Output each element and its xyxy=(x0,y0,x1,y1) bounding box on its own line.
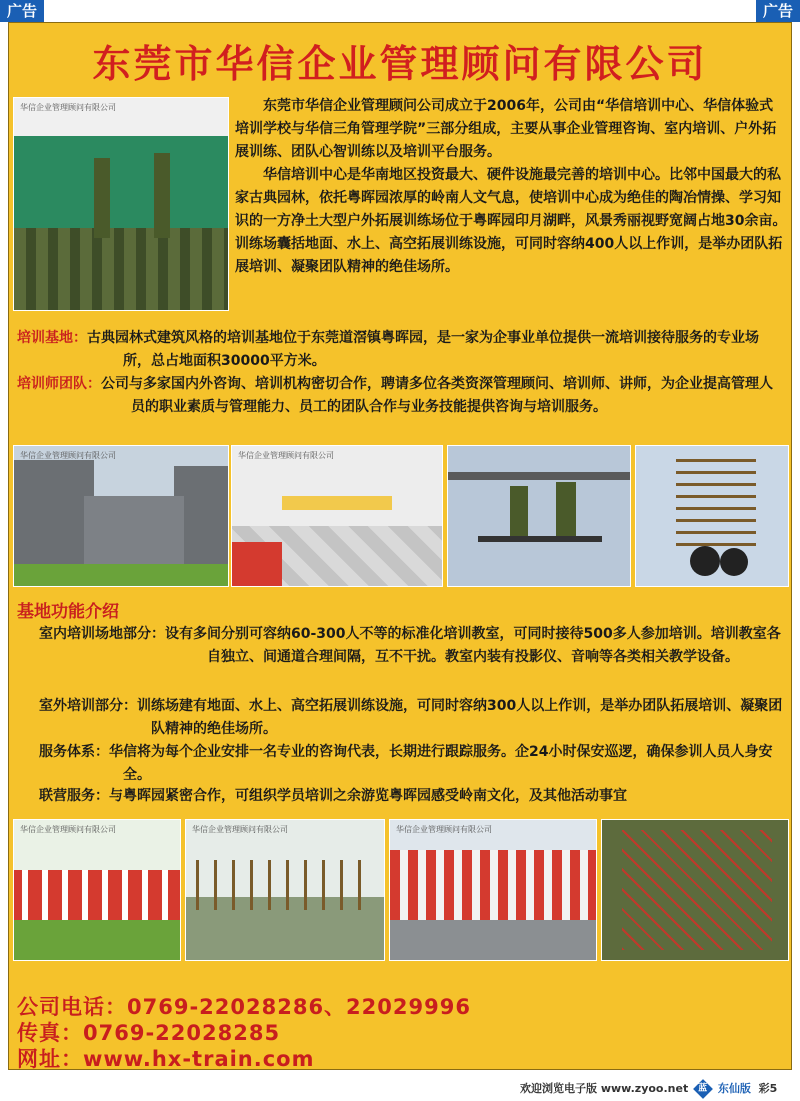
footer-page-number: 彩5 xyxy=(758,1082,778,1095)
photo-caption: 华信企业管理顾问有限公司 xyxy=(396,825,492,834)
function-outdoor-text: 训练场建有地面、水上、高空拓展训练设施，可同时容纳300人以上作训，是举办团队拓展培训、凝聚团队精神的绝佳场所。 xyxy=(137,698,783,737)
photo-caption: 华信企业管理顾问有限公司 xyxy=(238,451,334,460)
photo-team-game xyxy=(13,819,181,961)
photo-group-activity xyxy=(389,819,597,961)
photo-caption: 华信企业管理顾问有限公司 xyxy=(20,825,116,834)
company-intro xyxy=(235,95,787,279)
function-joint-label: 联营服务： xyxy=(39,788,109,804)
training-base-label: 培训基地： xyxy=(17,330,87,346)
function-outdoor-label: 室外培训部分： xyxy=(39,698,137,714)
trainer-team-text: 公司与多家国内外咨询、培训机构密切合作，聘请多位各类资深管理顾问、培训师、讲师，为企业提高管理人员的职业素质与管理能力、员工的团队合作与业务技能提供咨询与培训服务。 xyxy=(101,376,773,415)
function-service-text: 华信将为每个企业安排一名专业的咨询代表，长期进行跟踪服务。企24小时保安巡逻，确保参训人员人身安全。 xyxy=(109,744,773,783)
footer-bar xyxy=(520,1080,796,1098)
footer-edition-name: 东仙版 xyxy=(717,1082,751,1095)
contact-fax: 传真：0769-22028285 xyxy=(17,1021,281,1045)
photo-classroom xyxy=(231,445,443,587)
photo-high-beam xyxy=(447,445,631,587)
training-base-text: 古典园林式建筑风格的培训基地位于东莞道滘镇粤晖园，是一家为企事业单位提供一流培训接待服务的专业场所，总占地面积30000平方米。 xyxy=(87,330,759,369)
function-indoor xyxy=(39,623,787,669)
contact-phone: 公司电话：0769-22028286、22029996 xyxy=(17,995,471,1019)
trainer-team-section xyxy=(17,373,785,419)
photo-buildings xyxy=(13,445,229,587)
function-service-label: 服务体系： xyxy=(39,744,109,760)
photo-caption: 华信企业管理顾问有限公司 xyxy=(192,825,288,834)
function-service xyxy=(39,741,787,787)
function-joint-text: 与粤晖园紧密合作，可组织学员培训之余游览粤晖园感受岭南文化，及其他活动事宜 xyxy=(109,788,627,804)
footer-logo-icon: 蓝 xyxy=(693,1079,713,1099)
contact-website[interactable]: 网址：www.hx-train.com xyxy=(17,1047,315,1070)
company-title: 东莞市华信企业管理顾问有限公司 xyxy=(92,42,708,86)
function-outdoor xyxy=(39,695,787,741)
intro-paragraph-2: 华信培训中心是华南地区投资最大、硬件设施最完善的培训中心。比邻中国最大的私家古典园林，依托粤晖园浓厚的岭南人文气息，使培训中心成为绝佳的陶冶情操、学习知识的一方净土大型户外拓展训练场位于粤晖园印月湖畔，风景秀丽视野宽阔占地30余亩。训练场囊括地面、水上、高空拓展训练设施，可同时容纳400人以上作训，是举办团队拓展培训、凝聚团队精神的绝佳场所。 xyxy=(235,167,787,275)
footer-welcome[interactable]: 欢迎浏览电子版 www.zyoo.net xyxy=(520,1082,689,1095)
photo-spider-web xyxy=(601,819,789,961)
function-joint xyxy=(39,785,787,808)
ad-tag-left: 广告 xyxy=(0,0,44,22)
trainer-team-label: 培训师团队： xyxy=(17,376,101,392)
photo-rope-bridge xyxy=(185,819,385,961)
ad-tag-right: 广告 xyxy=(756,0,800,22)
photo-caption: 华信企业管理顾问有限公司 xyxy=(20,451,116,460)
ad-card xyxy=(8,22,792,1070)
function-indoor-text: 设有多间分别可容纳60-300人不等的标准化培训教室，可同时接待500多人参加培训。培训教室各自独立、间通道合理间隔，互不干扰。教室内装有投影仪、音响等各类相关教学设备。 xyxy=(165,626,781,665)
photo-wall-climb xyxy=(13,97,229,311)
function-indoor-label: 室内培训场地部分： xyxy=(39,626,165,642)
intro-paragraph-1: 东莞市华信企业管理顾问公司成立于2006年，公司由“华信培训中心、华信体验式培训学校与华信三角管理学院”三部分组成，主要从事企业管理咨询、室内培训、户外拓展训练、团队心智训练以及培训平台服务。 xyxy=(235,98,777,160)
training-base-section xyxy=(17,327,785,373)
functions-title: 基地功能介绍 xyxy=(17,602,119,622)
photo-rope-ladder xyxy=(635,445,789,587)
photo-caption: 华信企业管理顾问有限公司 xyxy=(20,103,116,112)
